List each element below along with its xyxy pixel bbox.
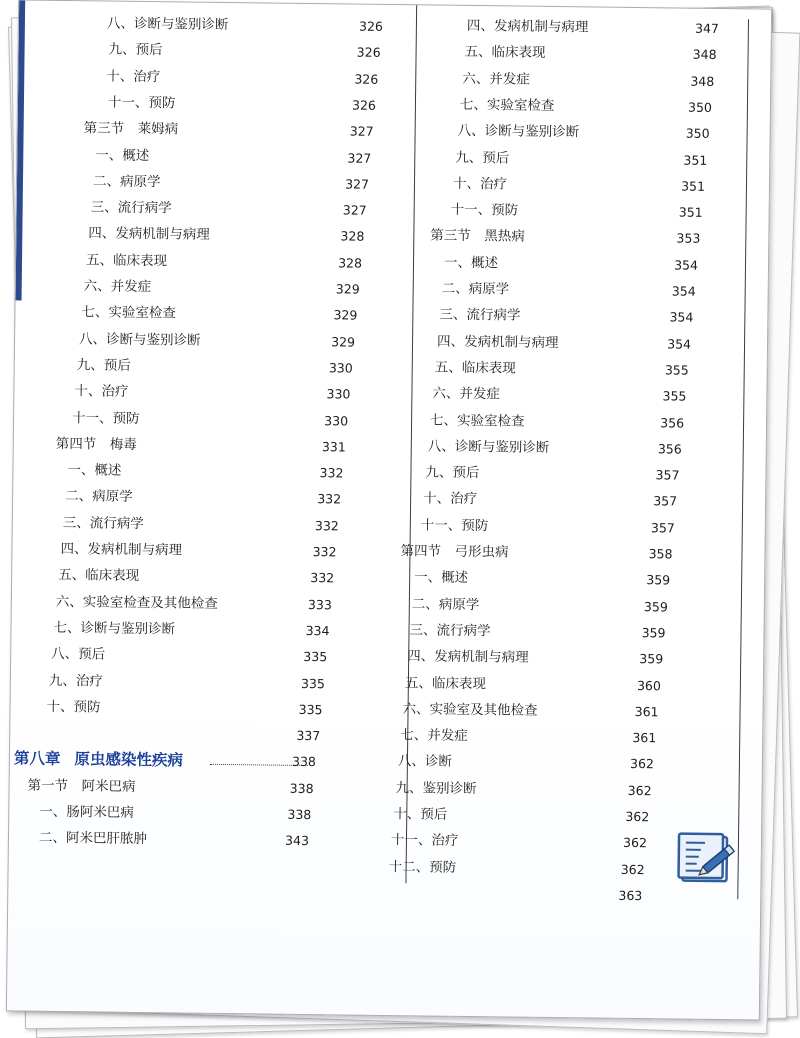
toc-page-number: 354 (656, 279, 696, 303)
toc-page-number: 327 (333, 119, 373, 143)
toc-page-number: 357 (637, 489, 677, 513)
toc-entry-label: 九、鉴别诊断 (395, 776, 476, 801)
toc-page-number: 361 (618, 700, 658, 724)
chapter-number: 第八章 (14, 750, 61, 769)
toc-page-number: 338 (273, 776, 313, 800)
toc-entry-label: 十一、预防 (451, 198, 519, 223)
toc-entry-label: 九、预后 (108, 38, 162, 63)
toc-entry-label: 七、实验室检查 (430, 408, 525, 433)
toc-page-number: 337 (280, 724, 320, 748)
toc-page-number: 347 (679, 17, 719, 41)
toc-entry-label: 十、治疗 (423, 487, 477, 512)
toc-page-number: 333 (292, 592, 332, 616)
toc-entry-label: 六、实验室检查及其他检查 (56, 590, 218, 616)
toc-entry-label: 一、概述 (95, 143, 149, 168)
toc-entry-label: 七、并发症 (400, 723, 468, 748)
toc-entry-label: 一、概述 (67, 458, 121, 483)
toc-entry-label: 八、诊断与鉴别诊断 (457, 119, 579, 144)
toc-page-number: 362 (607, 831, 647, 855)
toc-entry-label: 八、诊断与鉴别诊断 (428, 434, 550, 459)
toc-page-number: 332 (299, 514, 339, 538)
toc-page-number: 338 (271, 803, 311, 827)
toc-page (6, 0, 772, 1021)
toc-page-number: 360 (621, 673, 661, 697)
toc-page-number: 343 (269, 829, 309, 853)
toc-entry-label: 二、病原学 (65, 484, 133, 509)
toc-page-number: 326 (340, 41, 380, 65)
toc-entry-label: 第四节 梅毒 (56, 432, 137, 457)
toc-page-number: 354 (651, 332, 691, 356)
toc-page-number: 332 (296, 540, 336, 564)
toc-entry-label: 三、流行病学 (91, 195, 172, 220)
toc-page-number: 331 (306, 435, 346, 459)
toc-entry-label: 一、概述 (414, 566, 468, 591)
toc-entry-label: 八、诊断与鉴别诊断 (107, 12, 229, 37)
toc-entry-label: 第三节 莱姆病 (83, 116, 178, 141)
toc-entry-label: 四、发病机制与病理 (60, 537, 182, 562)
toc-entry-label: 二、病原学 (442, 277, 510, 302)
toc-entry-label: 一、肠阿米巴病 (39, 800, 134, 825)
toc-page-number: 359 (630, 568, 670, 592)
toc-page-number: 354 (653, 306, 693, 330)
toc-page-number: 351 (663, 200, 703, 224)
toc-page-number: 330 (313, 356, 353, 380)
toc-page-number: 357 (635, 516, 675, 540)
toc-entry-label: 六、实验室及其他检查 (402, 697, 537, 723)
toc-entry-label: 十一、预防 (72, 406, 140, 431)
toc-entry-label: 三、流行病学 (63, 511, 144, 536)
toc-entry-label: 九、预后 (77, 353, 131, 378)
toc-entry-label: 十二、预防 (388, 855, 456, 880)
toc-page-number: 353 (660, 227, 700, 251)
toc-entry-label: 二、病原学 (412, 592, 480, 617)
toc-page-number: 351 (667, 148, 707, 172)
toc-page-number: 326 (343, 14, 383, 38)
notepad-pen-icon (676, 829, 741, 886)
toc-entry-label: 十、治疗 (106, 64, 160, 89)
toc-page-number: 348 (674, 69, 714, 93)
toc-page-number: 359 (628, 595, 668, 619)
toc-page-number: 356 (644, 411, 684, 435)
toc-page-number: 329 (320, 277, 360, 301)
toc-entry-label: 二、病原学 (93, 169, 161, 194)
toc-entries (7, 0, 771, 1019)
toc-entry-label: 十一、预防 (421, 513, 489, 538)
toc-page-number: 334 (289, 619, 329, 643)
toc-page-number: 350 (672, 95, 712, 119)
toc-entry-label: 十一、治疗 (391, 828, 459, 853)
toc-entry-label: 五、临床表现 (86, 248, 167, 273)
toc-entry-label: 十、预防 (46, 695, 100, 720)
toc-page-number: 327 (329, 172, 369, 196)
toc-page-number: 326 (336, 93, 376, 117)
toc-page-number: 330 (308, 409, 348, 433)
toc-page-number: 354 (658, 253, 698, 277)
toc-entry-label: 第一节 阿米巴病 (27, 773, 135, 798)
toc-entry-label: 四、发病机制与病理 (437, 329, 559, 354)
toc-page-number: 355 (649, 358, 689, 382)
toc-entry-label: 九、预后 (455, 145, 509, 170)
toc-page-number: 359 (623, 647, 663, 671)
toc-page-number: 327 (327, 198, 367, 222)
toc-page-number: 357 (639, 463, 679, 487)
toc-entry-label: 六、并发症 (462, 66, 530, 91)
toc-page-number: 338 (276, 750, 316, 774)
toc-page-number: 327 (331, 146, 371, 170)
toc-entry-label: 三、流行病学 (409, 618, 490, 643)
toc-page-number: 335 (287, 645, 327, 669)
toc-page-number: 358 (632, 542, 672, 566)
toc-page-number: 362 (611, 778, 651, 802)
toc-page-number: 362 (609, 805, 649, 829)
toc-entry-label: 九、治疗 (49, 668, 103, 693)
toc-entry-label: 四、发病机制与病理 (407, 644, 529, 669)
toc-page-number: 332 (294, 566, 334, 590)
toc-entry-label: 十、预后 (393, 802, 447, 827)
toc-page-number: 356 (642, 437, 682, 461)
toc-entry-label: 三、流行病学 (439, 303, 520, 328)
toc-entry-label: 四、发病机制与病理 (88, 222, 210, 247)
toc-page-number: 329 (317, 303, 357, 327)
toc-page-number: 363 (602, 884, 642, 908)
toc-entry-label: 二、阿米巴肝脓肿 (39, 826, 147, 851)
toc-page-number: 329 (315, 330, 355, 354)
toc-entry-label: 十、治疗 (74, 379, 128, 404)
toc-entry-label: 五、临床表现 (58, 563, 139, 588)
toc-entry-label: 九、预后 (425, 461, 479, 486)
toc-entry-label: 八、预后 (51, 642, 105, 667)
toc-entry-label: 六、并发症 (432, 382, 500, 407)
chapter-title: 原虫感染性疾病 (74, 751, 183, 770)
toc-entry-label: 七、实验室检查 (460, 93, 555, 118)
toc-entry-label: 七、诊断与鉴别诊断 (53, 616, 175, 641)
toc-entry-label: 七、实验室检查 (81, 301, 176, 326)
toc-entry-label: 一、概述 (444, 250, 498, 275)
toc-page-number: 351 (665, 174, 705, 198)
toc-page-number: 326 (338, 67, 378, 91)
toc-entry-label: 八、诊断与鉴别诊断 (79, 327, 201, 352)
toc-page-number: 361 (616, 726, 656, 750)
toc-entry-label: 五、临床表现 (405, 671, 486, 696)
toc-entry-label: 第四节 弓形虫病 (400, 539, 508, 564)
toc-entry-label: 十一、预防 (108, 90, 176, 115)
toc-page-number: 359 (625, 621, 665, 645)
toc-page-number: 328 (324, 225, 364, 249)
toc-entry-label: 第三节 黑热病 (430, 224, 525, 249)
toc-page-number: 350 (669, 122, 709, 146)
toc-entry-label: 五、临床表现 (464, 40, 545, 65)
toc-page-number: 332 (303, 461, 343, 485)
toc-entry-label: 十、治疗 (453, 172, 507, 197)
toc-entry-label: 六、并发症 (84, 274, 152, 299)
toc-page-number: 335 (282, 698, 322, 722)
toc-entry-label: 四、发病机制与病理 (467, 14, 589, 39)
toc-page-number: 362 (614, 752, 654, 776)
toc-entry-label: 八、诊断 (398, 750, 452, 775)
toc-page-number: 348 (676, 43, 716, 67)
toc-page-number: 332 (301, 487, 341, 511)
toc-page-number: 362 (604, 857, 644, 881)
toc-page-number: 335 (285, 671, 325, 695)
toc-page-number: 330 (310, 382, 350, 406)
toc-page-number: 328 (322, 251, 362, 275)
toc-entry-label: 五、临床表现 (435, 355, 516, 380)
toc-page-number: 355 (646, 384, 686, 408)
